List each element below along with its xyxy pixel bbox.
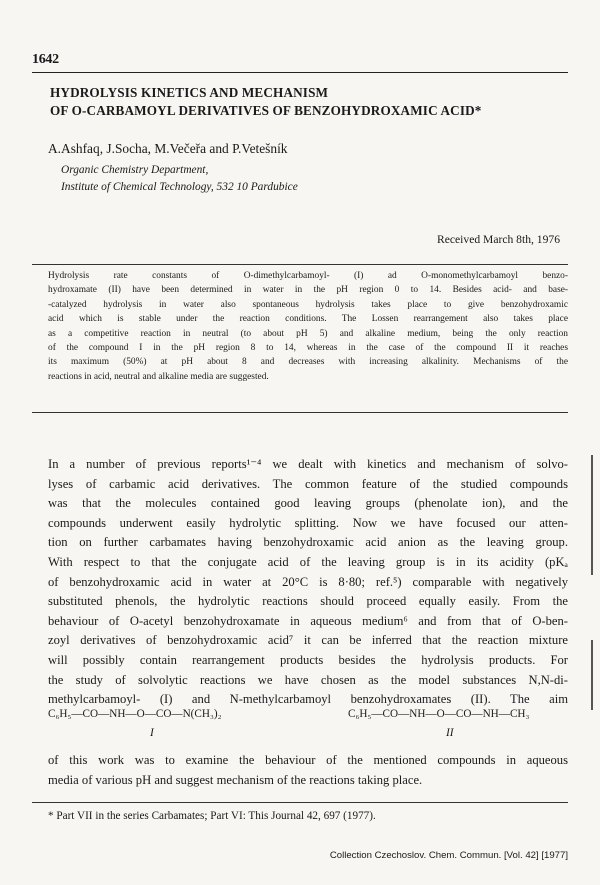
body-line: In a number of previous reports¹⁻⁴ we dealt with kinetics and mechanism of solvo- (48, 457, 568, 471)
scan-edge-mark (591, 640, 593, 710)
abstract-top-rule (32, 264, 568, 265)
abstract-line: as a competitive reaction in neutral (to about pH 5) and alkaline medium, being the only reaction (48, 328, 568, 339)
body-paragraph-continued (48, 751, 568, 790)
journal-citation: Collection Czechoslov. Chem. Commun. [Vol. 42] [1977] (329, 850, 568, 861)
body-paragraph (48, 455, 568, 710)
author-list: A.Ashfaq, J.Socha, M.Večeřa and P.Vetešník (48, 141, 288, 156)
body-line: methylcarbamoyl- (I) and N-methylcarbamoyl benzohydroxamates (II). The aim (48, 692, 568, 707)
header-rule (32, 72, 568, 73)
affiliation-line: Organic Chemistry Department, (61, 164, 209, 176)
body-line: media of various pH and suggest mechanism of the reactions taking place. (48, 772, 423, 787)
formula-compound-ii: C₆H₅—CO—NH—O—CO—NH—CH₃ (348, 708, 530, 720)
scan-edge-mark (591, 455, 593, 575)
abstract-line: its maximum (50%) at pH about 8 and decreases with increasing alkalinity. Mechanisms of the (48, 357, 568, 368)
title-line: HYDROLYSIS KINETICS AND MECHANISM (50, 85, 329, 100)
body-line: tion on further carbamates having benzohydroxamic acid anion as the leaving group. (48, 535, 568, 550)
formula-label-i: I (150, 727, 154, 739)
abstract-line: -catalyzed hydrolysis in water also spontaneous hydrolysis takes place to give benzohydroxamic (48, 299, 568, 310)
affiliation (61, 162, 298, 195)
affiliation-line: Institute of Chemical Technology, 532 10 Pardubice (61, 180, 298, 193)
body-line: With respect to that the conjugate acid of the leaving group is in its acidity (pKₐ (48, 554, 568, 569)
abstract-line: of the compound I in the pH region 8 to 14, whereas in the case of the compound II it reaches (48, 343, 568, 354)
page-number: 1642 (32, 52, 59, 67)
body-line: of this work was to examine the behaviour of the mentioned compounds in aqueous (48, 753, 568, 767)
abstract-line: Hydrolysis rate constants of O-dimethylcarbamoyl- (I) ad O-monomethylcarbamoyl benzo- (48, 271, 568, 281)
footnote: * Part VII in the series Carbamates; Part VI: This Journal 42, 697 (1977). (48, 810, 376, 822)
body-line: of benzohydroxamic acid in water at 20°C is 8·80; ref.⁵) comparable with negatively (48, 574, 568, 589)
article-title (50, 84, 580, 120)
body-line: was that the molecules contained good leaving groups (phenolate ion), and the (48, 496, 568, 511)
footnote-rule (32, 802, 568, 803)
formula-compound-i: C₆H₅—CO—NH—O—CO—N(CH₃)₂ (48, 708, 222, 720)
abstract-line: hydroxamate (II) have been determined in water in the pH region 0 to 14. Besides acid- and base- (48, 285, 568, 296)
abstract-bottom-rule (32, 412, 568, 413)
body-line: behaviour of O-acetyl benzohydroxamate in aqueous medium⁶ and from that of O-ben- (48, 613, 568, 628)
received-date: Received March 8th, 1976 (437, 233, 560, 246)
title-line: OF O-CARBAMOYL DERIVATIVES OF BENZOHYDROXAMIC ACID* (50, 103, 482, 118)
abstract (48, 269, 568, 384)
body-line: will possibly contain rearrangement products besides the hydrolysis products. For (48, 652, 568, 667)
body-line: zoyl derivatives of benzohydroxamic acid⁷ it can be inferred that the reaction mixture (48, 633, 568, 648)
formula-label-ii: II (446, 727, 454, 739)
body-line: the study of solvolytic reactions we have chosen as the model substances N,N-di- (48, 672, 568, 687)
body-line: compounds underwent easily hydrolytic splitting. Now we have focused our atten- (48, 515, 568, 530)
abstract-line: acid which is stable under the reaction conditions. The Lossen rearrangement also takes place (48, 314, 568, 325)
body-line: lyses of carbamic acid derivatives. The common feature of the studied compounds (48, 476, 568, 491)
body-line: substituted phenols, the hydrolytic reactions should proceed equally easily. From the (48, 594, 568, 609)
abstract-line: reactions in acid, neutral and alkaline media are suggested. (48, 371, 269, 382)
